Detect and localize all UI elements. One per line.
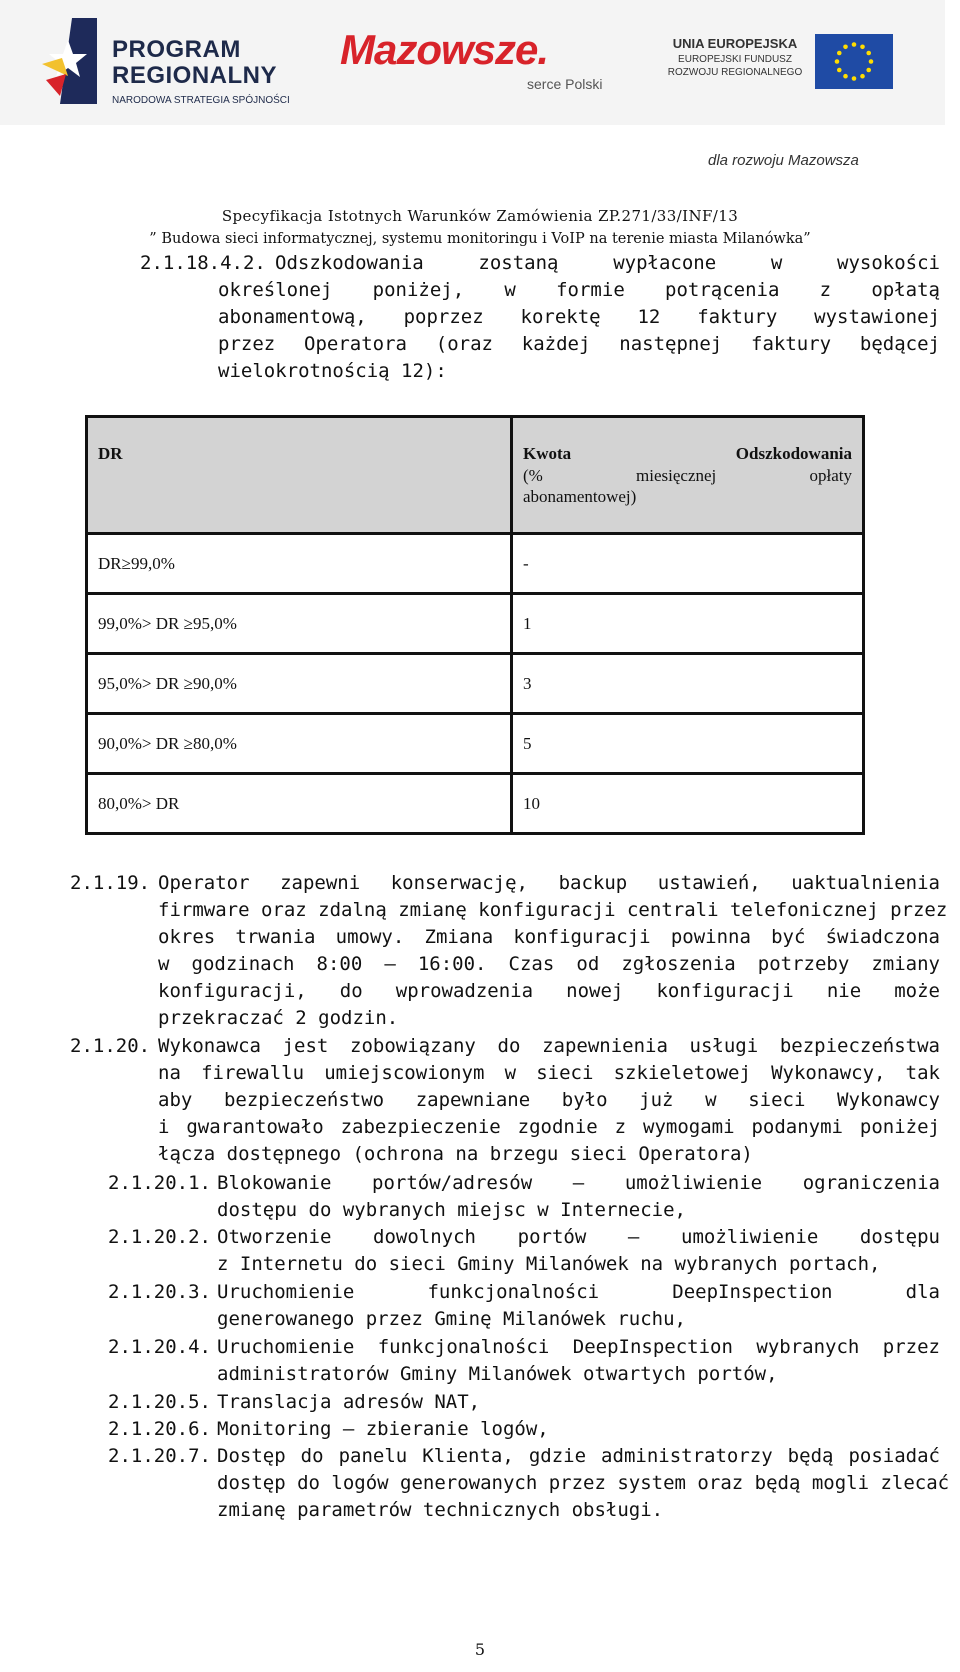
table-header-amount [512, 417, 864, 534]
subitem-number: 2.1.20.3. [108, 1281, 211, 1303]
program-logo-line1: PROGRAM [112, 36, 241, 63]
table-header-dr: DR [87, 417, 512, 534]
eu-star-icon [837, 51, 842, 56]
logo-bar [0, 0, 945, 125]
paragraph-number: 2.1.19. [70, 872, 151, 894]
table-cell-dr: DR≥99,0% [87, 534, 512, 594]
subitem-number: 2.1.20.5. [108, 1391, 211, 1413]
table-row [87, 654, 864, 714]
paragraph-line: firmware oraz zdalną zmianę konfiguracji centrali telefonicznej przez [158, 899, 948, 921]
paragraph-line: łącza dostępnego (ochrona na brzegu sieci Operatora) [158, 1143, 753, 1165]
eu-logo [660, 34, 900, 94]
table-cell-dr: 90,0%> DR ≥80,0% [87, 714, 512, 774]
table-cell-dr: 80,0%> DR [87, 774, 512, 834]
table-header-row [87, 417, 864, 534]
subitem-number: 2.1.20.1. [108, 1172, 211, 1194]
subitem-number: 2.1.20.6. [108, 1418, 211, 1440]
subitem-number: 2.1.20.7. [108, 1445, 211, 1467]
subitem-line: dostępu do wybranych miejsc w Internecie, [217, 1199, 686, 1221]
paragraph-line: określonej poniżej, w formie potrącenia z opłatą [218, 279, 940, 301]
table-cell-dr: 95,0%> DR ≥90,0% [87, 654, 512, 714]
table-cell-value: 1 [512, 594, 864, 654]
subitem-number: 2.1.20.4. [108, 1336, 211, 1358]
subitem-line: Translacja adresów NAT, [217, 1391, 481, 1413]
subitem-2-1-20-3 [108, 1279, 940, 1333]
paragraph-2-1-19 [70, 870, 948, 1032]
paragraph-line: przez Operatora (oraz każdej następnej faktury będącej [218, 333, 940, 355]
subitem-line: Otworzenie dowolnych portów – umożliwienie dostępu [217, 1226, 940, 1248]
table-row [87, 594, 864, 654]
paragraph-line: Wykonawca jest zobowiązany do zapewnienia usługi bezpieczeństwa [158, 1035, 940, 1057]
subitem-line: dostęp do logów generowanych przez system oraz będą mogli zlecać [217, 1472, 950, 1494]
subitem-line: Blokowanie portów/adresów – umożliwienie ograniczenia [217, 1172, 940, 1194]
program-logo-line2: REGIONALNY [112, 62, 278, 89]
table-cell-value: 10 [512, 774, 864, 834]
paragraph-number: 2.1.18.4.2. [140, 252, 266, 274]
subitem-line: Uruchomienie funkcjonalności DeepInspection wybranych przez [217, 1336, 940, 1358]
subitem-2-1-20-4 [108, 1334, 940, 1388]
eu-logo-line2: EUROPEJSKI FUNDUSZ [678, 54, 792, 65]
subitem-line: zmianę parametrów technicznych obsługi. [217, 1499, 664, 1521]
paragraph-line: w godzinach 8:00 – 16:00. Czas od zgłoszenia potrzeby zmiany [158, 953, 940, 975]
eu-star-icon [837, 68, 842, 73]
mazowsze-tagline: dla rozwoju Mazowsza [708, 152, 859, 169]
eu-star-icon [869, 59, 874, 64]
table-row [87, 774, 864, 834]
paragraph-line: Odszkodowania zostaną wypłacone w wysokości [275, 252, 940, 274]
header-word: abonamentowej) [523, 487, 637, 506]
subitem-number: 2.1.20.2. [108, 1226, 211, 1248]
eu-star-icon [843, 74, 848, 79]
eu-star-icon [852, 42, 857, 47]
header-word: miesięcznej [636, 466, 717, 485]
subitem-2-1-20-6 [108, 1416, 940, 1443]
document-title: Specyfikacja Istotnych Warunków Zamówienia ZP.271/33/INF/13 [221, 207, 739, 225]
paragraph-2-1-20 [70, 1033, 940, 1168]
subitem-line: Monitoring – zbieranie logów, [217, 1418, 549, 1440]
eu-star-icon [866, 68, 871, 73]
subitem-line: administratorów Gminy Milanówek otwartych portów, [217, 1363, 778, 1385]
paragraph-line: abonamentową, poprzez korektę 12 faktury wystawionej [218, 306, 940, 328]
paragraph-line: wielokrotnością 12): [218, 360, 447, 382]
program-logo-line3: NARODOWA STRATEGIA SPÓJNOŚCI [112, 95, 290, 106]
subitem-line: Uruchomienie funkcjonalności DeepInspection dla [217, 1281, 940, 1303]
header-word: opłaty [809, 466, 852, 485]
subitem-2-1-20-7 [108, 1443, 950, 1524]
paragraph-line: i gwarantowało zabezpieczenie zgodnie z wymogami podanymi poniżej [158, 1116, 940, 1138]
table-cell-dr: 99,0%> DR ≥95,0% [87, 594, 512, 654]
paragraph-line: aby bezpieczeństwo zapewniane było już w sieci Wykonawcy [158, 1089, 940, 1111]
document-subtitle: ” Budowa sieci informatycznej, systemu monitoringu i VoIP na terenie miasta Milanówka” [149, 231, 811, 247]
page-number: 5 [474, 1640, 486, 1659]
paragraph-line: okres trwania umowy. Zmiana konfiguracji powinna być świadczona [158, 926, 940, 948]
table-cell-value: 5 [512, 714, 864, 774]
paragraph-line: na firewallu umiejscowionym w sieci szkieletowej Wykonawcy, tak [158, 1062, 940, 1084]
program-star-icon [42, 18, 97, 104]
subitem-2-1-20-2 [108, 1224, 940, 1278]
paragraph-2-1-18-4-2 [140, 250, 940, 385]
mazowsze-logo [340, 26, 620, 106]
eu-star-icon [860, 74, 865, 79]
program-regionalny-logo [42, 16, 302, 106]
table-row [87, 534, 864, 594]
header-word: (% [523, 466, 543, 485]
table-cell-value: - [512, 534, 864, 594]
subitem-line: generowanego przez Gminę Milanówek ruchu, [217, 1308, 686, 1330]
header-word: Kwota [523, 444, 572, 463]
header-word: Odszkodowania [735, 444, 852, 463]
eu-star-icon [860, 44, 865, 49]
eu-star-icon [835, 59, 840, 64]
mazowsze-logo-name: Mazowsze. [340, 26, 549, 73]
paragraph-number: 2.1.20. [70, 1035, 151, 1057]
eu-logo-line3: ROZWOJU REGIONALNEGO [667, 67, 803, 78]
mazowsze-logo-tagline: serce Polski [527, 76, 603, 92]
eu-star-icon [843, 44, 848, 49]
subitem-2-1-20-5 [108, 1389, 940, 1416]
eu-logo-line1: UNIA EUROPEJSKA [672, 36, 798, 51]
subitem-line: Dostęp do panelu Klienta, gdzie administratorzy będą posiadać [217, 1445, 940, 1467]
eu-star-icon [866, 51, 871, 56]
subitem-2-1-20-1 [108, 1170, 940, 1224]
eu-flag-icon [815, 34, 893, 89]
eu-star-icon [852, 76, 857, 81]
paragraph-line: przekraczać 2 godzin. [158, 1007, 399, 1029]
subitem-line: z Internetu do sieci Gminy Milanówek na wybranych portach, [217, 1253, 881, 1275]
table-cell-value: 3 [512, 654, 864, 714]
compensation-table [85, 415, 865, 835]
paragraph-line: Operator zapewni konserwację, backup ustawień, uaktualnienia [158, 872, 940, 894]
table-row [87, 714, 864, 774]
paragraph-line: konfiguracji, do wprowadzenia nowej konfiguracji nie może [158, 980, 940, 1002]
